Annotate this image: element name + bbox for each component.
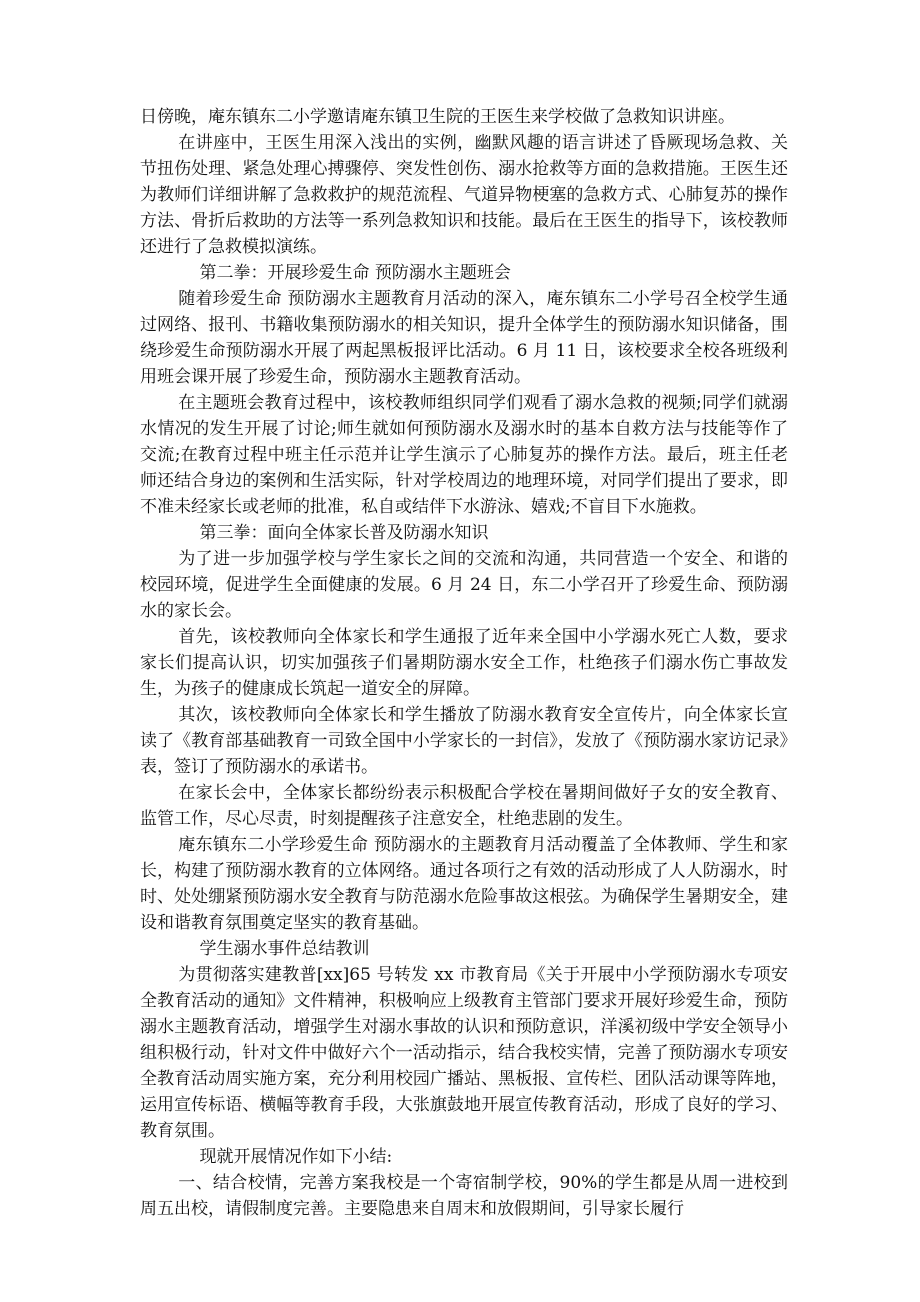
paragraph-6: 首先，该校教师向全体家长和学生通报了近年来全国中小学溺水死亡人数，要求家长们提高认识，切实加强孩子们暑期防溺水安全工作，杜绝孩子们溺水伤亡事故发生，为孩子的健康成长筑起一道安全的屏障。	[140, 627, 788, 699]
paragraph-3: 随着珍爱生命 预防溺水主题教育月活动的深入，庵东镇东二小学号召全校学生通过网络、报刊、书籍收集预防溺水的相关知识，提升全体学生的预防溺水知识储备，围绕珍爱生命预防溺水开展了两起黑板报评比活动。6 月 11 日，该校要求全校各班级利用班会课开展了珍爱生命，预防溺水主题教育活动。	[140, 289, 788, 387]
section-heading-progress: 现就开展情况作如下小结:	[199, 1147, 393, 1167]
paragraph-11: 一、结合校情，完善方案我校是一个寄宿制学校，90%的学生都是从周一进校到周五出校，请假制度完善。主要隐患来自周末和放假期间，引导家长履行	[140, 1173, 788, 1219]
section-heading-2: 第二拳：开展珍爱生命 预防溺水主题班会	[199, 263, 511, 283]
paragraph-4: 在主题班会教育过程中，该校教师组织同学们观看了溺水急救的视频;同学们就溺水情况的发生开展了讨论;师生就如何预防溺水及溺水时的基本自救方法与技能等作了交流;在教育过程中班主任示范并让学生演示了心肺复苏的操作方法。最后，班主任老师还结合身边的案例和生活实际，针对学校周边的地理环境，对同学们提出了要求，即不准未经家长或老师的批准，私自或结伴下水游泳、嬉戏;不盲目下水施救。	[140, 393, 788, 517]
section-heading-summary: 学生溺水事件总结教训	[199, 939, 370, 959]
paragraph-2: 在讲座中，王医生用深入浅出的实例，幽默风趣的语言讲述了昏厥现场急救、关节扭伤处理、紧急处理心搏骤停、突发性创伤、溺水抢救等方面的急救措施。王医生还为教师们详细讲解了急救救护的规范流程、气道异物梗塞的急救方式、心肺复苏的操作方法、骨折后救助的方法等一系列急救知识和技能。最后在王医生的指导下，该校教师还进行了急救模拟演练。	[140, 133, 788, 257]
section-heading-3: 第三拳：面向全体家长普及防溺水知识	[199, 523, 489, 543]
paragraph-1: 日傍晚，庵东镇东二小学邀请庵东镇卫生院的王医生来学校做了急救知识讲座。	[140, 107, 735, 127]
paragraph-8: 在家长会中，全体家长都纷纷表示积极配合学校在暑期间做好子女的安全教育、监管工作，尽心尽责，时刻提醒孩子注意安全，杜绝悲剧的发生。	[140, 783, 788, 829]
document-page	[140, 104, 788, 1222]
paragraph-9: 庵东镇东二小学珍爱生命 预防溺水的主题教育月活动覆盖了全体教师、学生和家长，构建了预防溺水教育的立体网络。通过各项行之有效的活动形成了人人防溺水，时时、处处绷紧预防溺水安全教育与防范溺水危险事故这根弦。为确保学生暑期安全，建设和谐教育氛围奠定坚实的教育基础。	[140, 835, 788, 933]
paragraph-7: 其次，该校教师向全体家长和学生播放了防溺水教育安全宣传片，向全体家长宣读了《教育部基础教育一司致全国中小学家长的一封信》，发放了《预防溺水家访记录》表，签订了预防溺水的承诺书。	[140, 705, 788, 777]
paragraph-10: 为贯彻落实建教普[xx]65 号转发 xx 市教育局《关于开展中小学预防溺水专项安全教育活动的通知》文件精神，积极响应上级教育主管部门要求开展好珍爱生命，预防溺水主题教育活动，增强学生对溺水事故的认识和预防意识，洋溪初级中学安全领导小组积极行动，针对文件中做好六个一活动指示，结合我校实情，完善了预防溺水专项安全教育活动周实施方案，充分利用校园广播站、黑板报、宣传栏、团队活动课等阵地，运用宣传标语、横幅等教育手段，大张旗鼓地开展宣传教育活动，形成了良好的学习、教育氛围。	[140, 965, 788, 1141]
paragraph-5: 为了进一步加强学校与学生家长之间的交流和沟通，共同营造一个安全、和谐的校园环境，促进学生全面健康的发展。6 月 24 日，东二小学召开了珍爱生命、预防溺水的家长会。	[140, 549, 788, 621]
